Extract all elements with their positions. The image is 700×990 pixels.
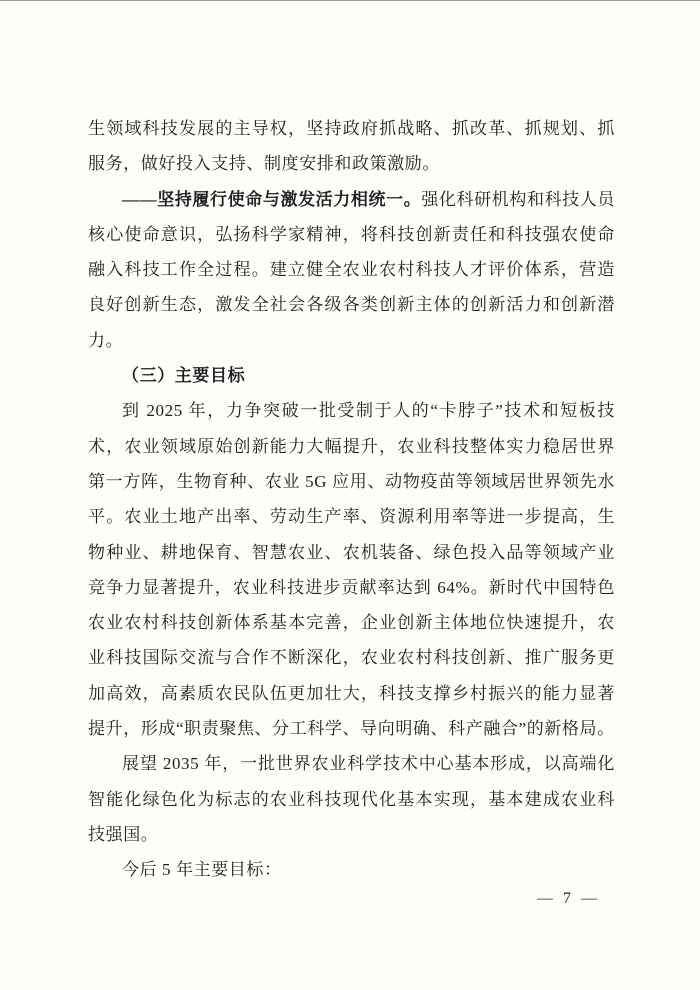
paragraph-five-year-intro: 今后 5 年主要目标：	[122, 860, 282, 880]
paragraph-2035-outlook: 展望 2035 年，一批世界农业科学技术中心基本形成，以高端化智能化绿色化为标志的农业科技现代化基本实现，基本建成农业科技强国。	[88, 754, 615, 844]
principle-lead-bold: ——坚持履行使命与激发活力相统一。	[122, 189, 422, 209]
paragraph-2025-goals: 到 2025 年，力争突破一批受制于人的“卡脖子”技术和短板技术，农业领域原始创新能力大幅提升，农业科技整体实力稳居世界第一方阵，生物育种、农业 5G 应用、动物疫苗等领域居世界领先水平。农业土地产出率、劳动生产率、资源利用率等进一步提高，生物种业、耕地保育、智慧农业、农机装备、绿色投入品等领域产业竞争力显著提升，农业科技进步贡献率达到 64%。新时代中国特色农业农村科技创新体系基本完善，企业创新主体地位快速提升，农业科技国际交流与合作不断深化，农业农村科技创新、推广服务更加高效，高素质农民队伍更加壮大，科技支撑乡村振兴的能力显著提升，形成“职责聚焦、分工科学、导向明确、科产融合”的新格局。	[88, 401, 615, 739]
document-body	[88, 111, 615, 888]
principle-body: 强化科研机构和科技人员核心使命意识，弘扬科学家精神，将科技创新责任和科技强农使命融入科技工作全过程。建立健全农业农村科技人才评价体系，营造良好创新生态，激发全社会各级各类创新主体的创新活力和创新潜力。	[88, 189, 615, 350]
section-heading: （三）主要目标	[122, 366, 246, 386]
page-number: — 7 —	[537, 890, 600, 907]
paragraph-principle	[88, 182, 615, 358]
paragraph-continuation: 生领域科技发展的主导权，坚持政府抓战略、抓改革、抓规划、抓服务，做好投入支持、制度安排和政策激励。	[88, 119, 615, 174]
